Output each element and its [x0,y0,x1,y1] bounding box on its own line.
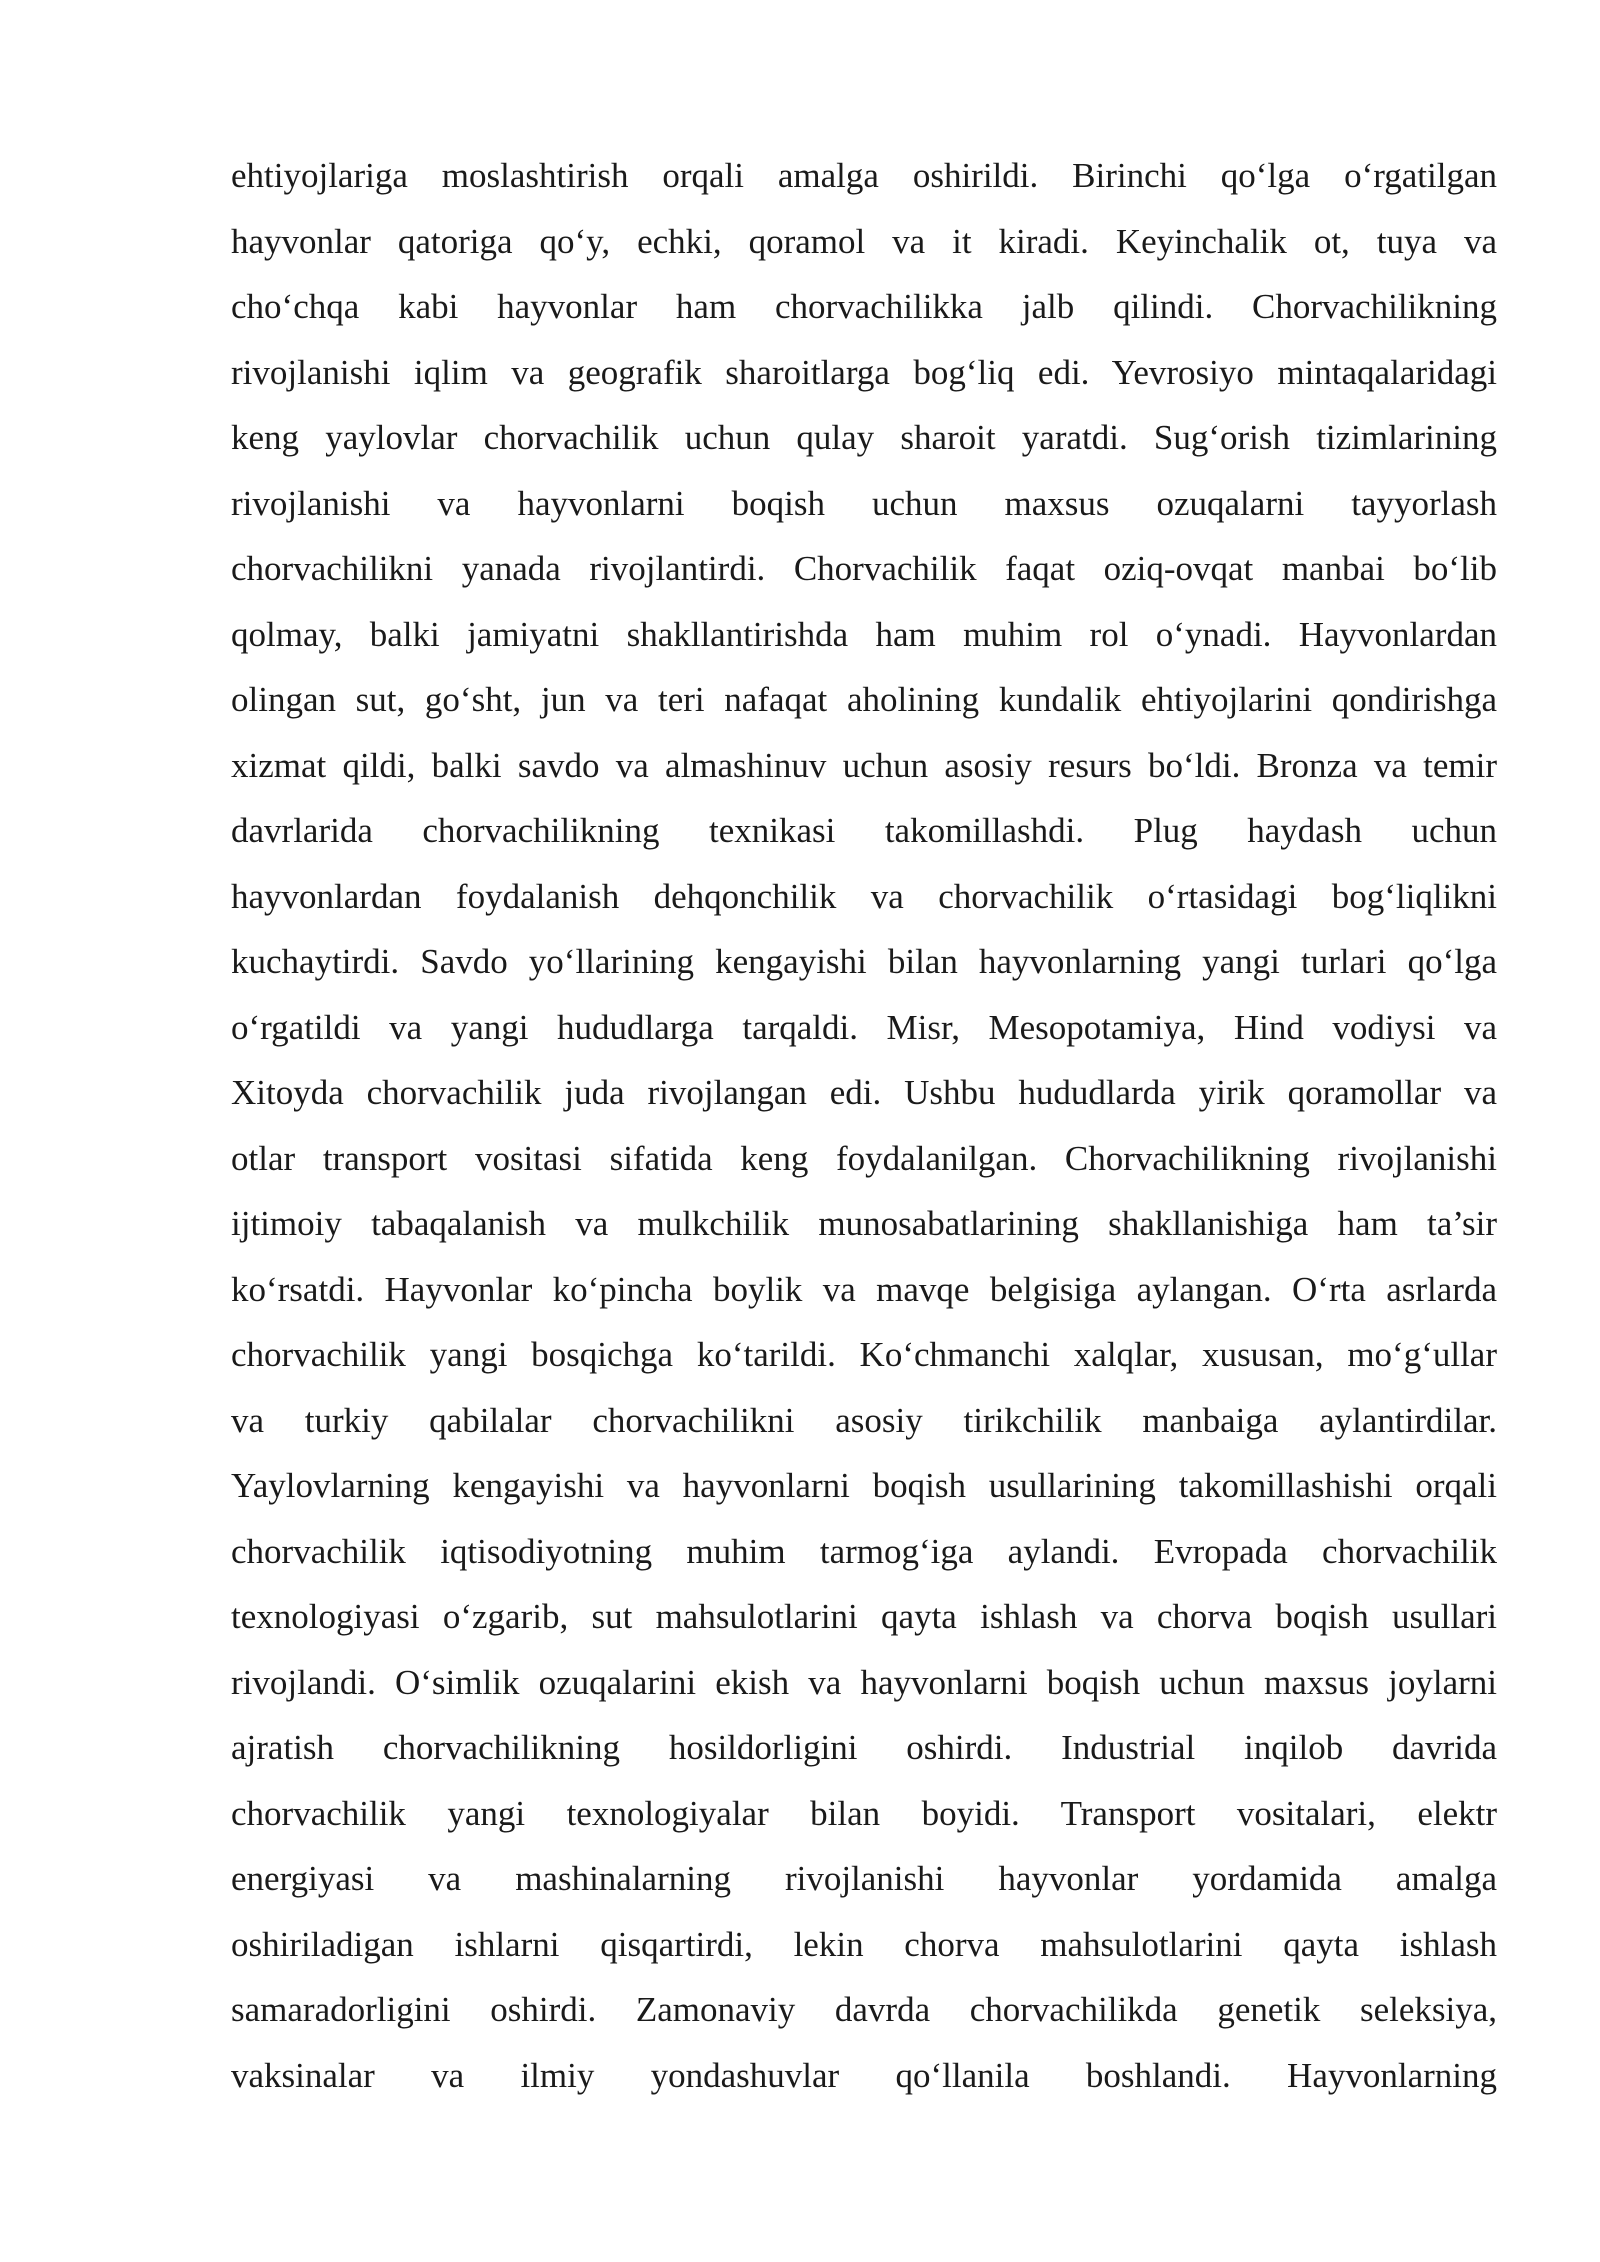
text-line: oshiriladigan ishlarni qisqartirdi, lekin chorva mahsulotlarini qayta ishlash [231,1924,1497,1964]
text-line: chorvachilik yangi bosqichga ko‘tarildi. Ko‘chmanchi xalqlar, xususan, mo‘g‘ullar [231,1335,1497,1374]
text-line: va turkiy qabilalar chorvachilikni asosiy tirikchilik manbaiga aylantirdilar. [231,1400,1497,1440]
text-line: xizmat qildi, balki savdo va almashinuv uchun asosiy resurs bo‘ldi. Bronza va temir [231,745,1497,785]
text-line: hayvonlardan foydalanish dehqonchilik va chorvachilik o‘rtasidagi bog‘liqlikni [231,876,1497,916]
text-line: chorvachilikni yanada rivojlantirdi. Chorvachilik faqat oziq-ovqat manbai bo‘lib [231,549,1497,588]
text-line: ko‘rsatdi. Hayvonlar ko‘pincha boylik va mavqe belgisiga aylangan. O‘rta asrlarda [231,1269,1497,1309]
text-line: samaradorligini oshirdi. Zamonaviy davrda chorvachilikda genetik seleksiya, [231,1990,1497,2029]
text-line: Yaylovlarning kengayishi va hayvonlarni boqish usullarining takomillashishi orqali [231,1466,1497,1505]
text-line: keng yaylovlar chorvachilik uchun qulay sharoit yaratdi. Sug‘orish tizimlarining [231,418,1497,457]
text-line: texnologiyasi o‘zgarib, sut mahsulotlarini qayta ishlash va chorva boqish usullari [231,1597,1497,1636]
text-line: energiyasi va mashinalarning rivojlanishi hayvonlar yordamida amalga [231,1859,1497,1898]
text-line: rivojlanishi iqlim va geografik sharoitlarga bog‘liq edi. Yevrosiyo mintaqalaridagi [231,352,1497,392]
text-line: chorvachilik iqtisodiyotning muhim tarmog‘iga aylandi. Evropada chorvachilik [231,1531,1497,1571]
text-line: rivojlandi. O‘simlik ozuqalarini ekish va hayvonlarni boqish uchun maxsus joylarni [231,1662,1497,1702]
text-line: rivojlanishi va hayvonlarni boqish uchun maxsus ozuqalarni tayyorlash [231,483,1497,523]
text-line: vaksinalar va ilmiy yondashuvlar qo‘llanila boshlandi. Hayvonlarning [231,2055,1497,2095]
text-line: davrlarida chorvachilikning texnikasi takomillashdi. Plug haydash uchun [231,811,1497,850]
text-line: chorvachilik yangi texnologiyalar bilan boyidi. Transport vositalari, elektr [231,1793,1497,1833]
text-line: o‘rgatildi va yangi hududlarga tarqaldi. Misr, Mesopotamiya, Hind vodiysi va [231,1007,1497,1047]
text-line: qolmay, balki jamiyatni shakllantirishda ham muhim rol o‘ynadi. Hayvonlardan [231,614,1497,654]
text-line: kuchaytirdi. Savdo yo‘llarining kengayishi bilan hayvonlarning yangi turlari qo‘lga [231,942,1497,981]
text-line: ijtimoiy tabaqalanish va mulkchilik munosabatlarining shakllanishiga ham ta’sir [231,1204,1497,1243]
body-paragraph [231,148,1497,2113]
text-line: cho‘chqa kabi hayvonlar ham chorvachilikka jalb qilindi. Chorvachilikning [231,287,1497,326]
text-line: ehtiyojlariga moslashtirish orqali amalga oshirildi. Birinchi qo‘lga o‘rgatilgan [231,156,1497,195]
text-line: ajratish chorvachilikning hosildorligini oshirdi. Industrial inqilob davrida [231,1728,1497,1767]
text-line: otlar transport vositasi sifatida keng foydalanilgan. Chorvachilikning rivojlanishi [231,1138,1497,1178]
text-line: Xitoyda chorvachilik juda rivojlangan edi. Ushbu hududlarda yirik qoramollar va [231,1073,1497,1112]
text-line: hayvonlar qatoriga qo‘y, echki, qoramol va it kiradi. Keyinchalik ot, tuya va [231,221,1497,261]
text-line: olingan sut, go‘sht, jun va teri nafaqat aholining kundalik ehtiyojlarini qondirishga [231,680,1497,719]
